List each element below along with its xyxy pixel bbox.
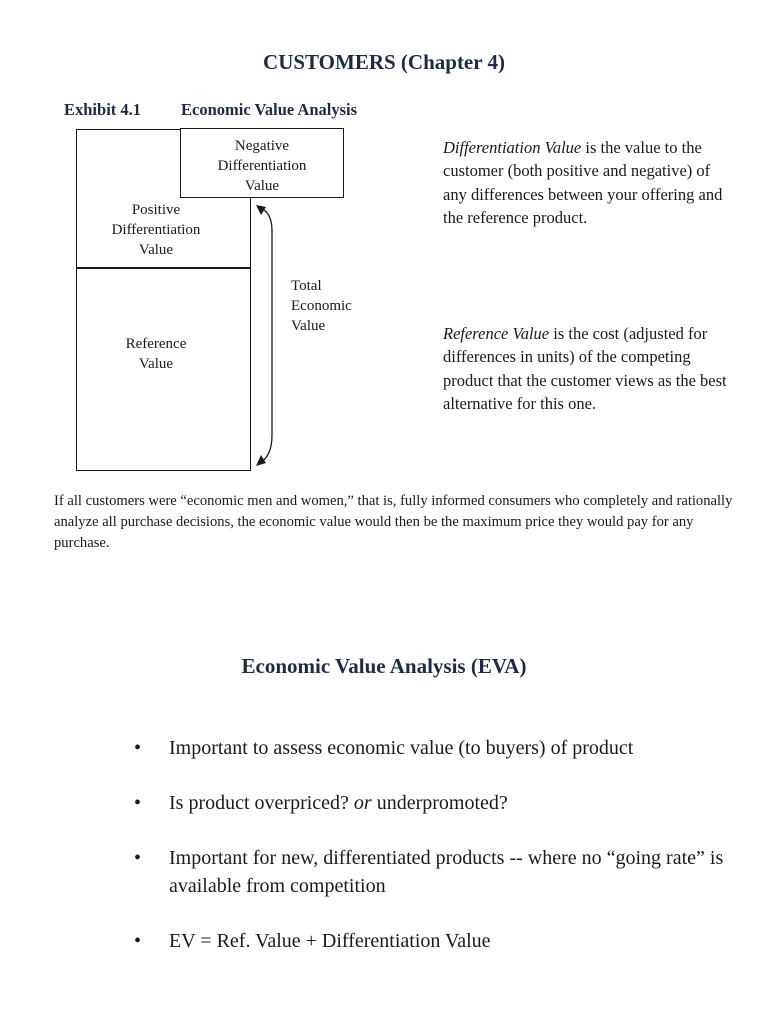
total-value-arrow-icon	[250, 195, 290, 475]
list-item	[134, 927, 734, 955]
bullet-text: Important for new, differentiated products -- where no “going rate” is available from competition	[169, 847, 724, 897]
list-item	[134, 734, 734, 762]
bullet-icon: •	[134, 930, 142, 952]
differentiation-value-definition	[443, 136, 733, 229]
reference-value-definition	[443, 322, 733, 415]
exhibit-title: Economic Value Analysis	[181, 100, 358, 119]
reference-value-term: Reference Value	[443, 324, 550, 343]
total-economic-value-label: Total Economic Value	[291, 278, 352, 334]
positive-differentiation-label: Positive Differentiation Value	[111, 202, 201, 258]
eva-bullet-list	[134, 734, 734, 982]
page-title: CUSTOMERS (Chapter 4)	[263, 50, 505, 74]
bullet-text: EV = Ref. Value + Differentiation Value	[169, 930, 491, 952]
differentiation-value-text: is the value to the customer (both positive and negative) of any differences between your offering and the reference product.	[443, 138, 723, 227]
bullet-icon: •	[134, 792, 142, 814]
exhibit-label: Exhibit 4.1	[64, 100, 142, 119]
list-item	[134, 789, 734, 817]
economic-men-paragraph: If all customers were “economic men and women,” that is, fully informed consumers who completely and rationally analyze all purchase decisions, the economic value would then be the maximum price they would pay for any purchase.	[54, 493, 733, 551]
negative-differentiation-label: Negative Differentiation Value	[217, 138, 307, 194]
reference-value-text: is the cost (adjusted for differences in units) of the competing product that the customer views as the best alternative for this one.	[443, 324, 727, 413]
bullet-icon: •	[134, 847, 142, 869]
bullet-text: Is product overpriced? or underpromoted?	[169, 792, 508, 814]
bullet-text: Important to assess economic value (to buyers) of product	[169, 737, 634, 759]
list-item	[134, 844, 734, 900]
bullet-icon: •	[134, 737, 142, 759]
reference-value-label: Reference Value	[125, 336, 187, 372]
differentiation-value-term: Differentiation Value	[443, 138, 582, 157]
eva-section-title: Economic Value Analysis (EVA)	[241, 654, 527, 678]
